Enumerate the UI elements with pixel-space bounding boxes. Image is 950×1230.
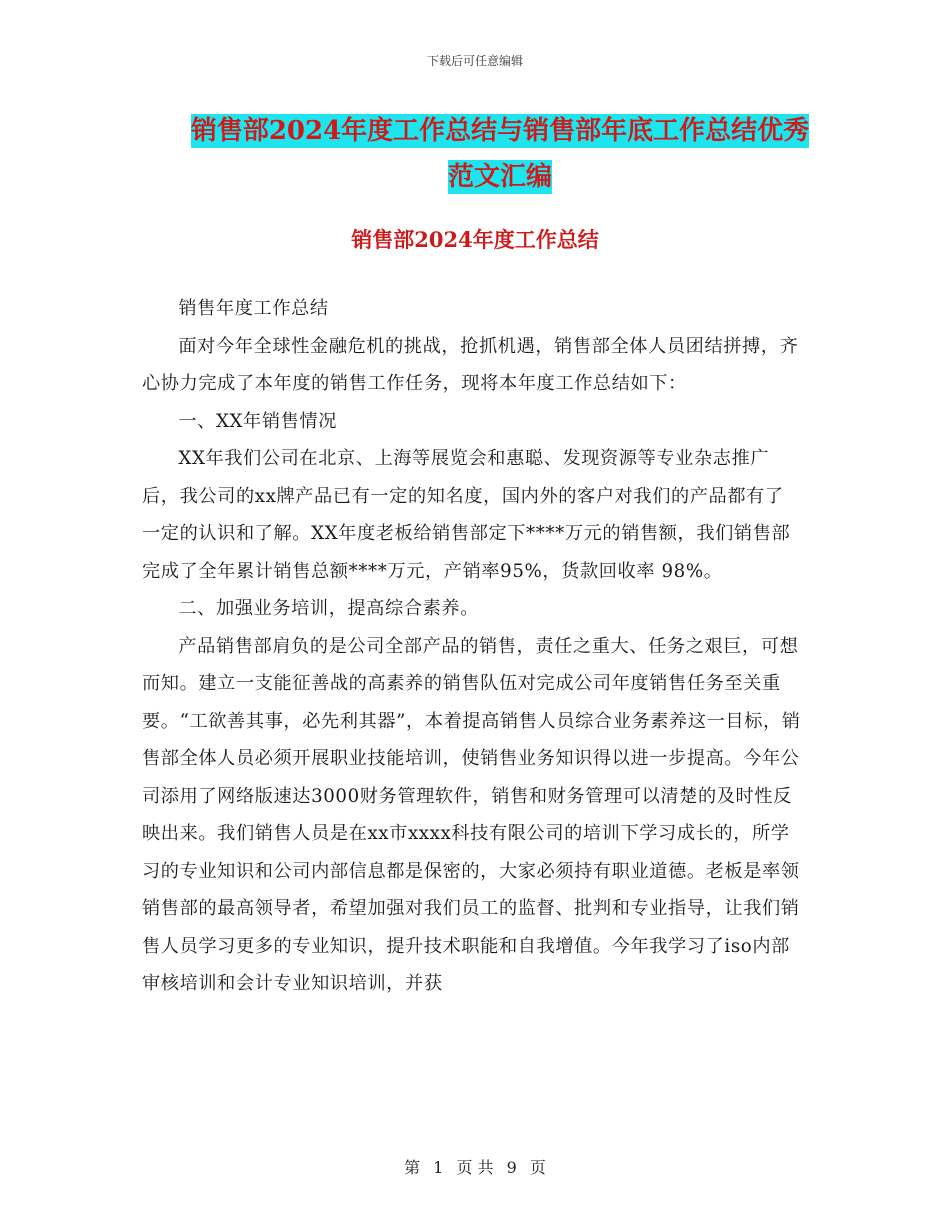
header-note: 下载后可任意编辑 [426, 54, 523, 68]
document-title [140, 108, 860, 200]
footer-suffix: 页 [529, 1158, 546, 1177]
footer-page-number: 1 [433, 1158, 444, 1177]
paragraph: 销售年度工作总结 [178, 298, 329, 319]
paragraph: 产品销售部肩负的是公司全部产品的销售，责任之重大、任务之艰巨，可想而知。建立一支能征善战的高素养的销售队伍对完成公司年度销售任务至关重要。“工欲善其事，必先利其器”，本着提高销售人员综合业务素养这一目标，销售部全体人员必须开展职业技能培训，使销售业务知识得以进一步提高。今年公司添用了网络版速达3000财务管理软件，销售和财务管理可以清楚的及时性反映出来。我们销售人员是在xx市xxxx科技有限公司的培训下学习成长的，所学习的专业知识和公司内部信息都是保密的，大家必须持有职业道德。老板是率领销售部的最高领导者，希望加强对我们员工的监督、批判和专业指导，让我们销售人员学习更多的专业知识，提升技术职能和自我增值。今年我学习了iso内部审核培训和会计专业知识培训，并获 [142, 635, 801, 994]
footer-total-pages: 9 [506, 1158, 517, 1177]
document-title-line-2: 范文汇编 [447, 162, 552, 192]
document-body [142, 290, 802, 1003]
footer-prefix: 第 [404, 1158, 421, 1177]
section-title: 销售部2024年度工作总结 [351, 227, 599, 252]
page-footer [0, 1155, 950, 1178]
document-title-line-1: 销售部2024年度工作总结与销售部年底工作总结优秀 [190, 116, 810, 146]
paragraph: 一、XX年销售情况 [178, 410, 337, 432]
paragraph: 面对今年全球性金融危机的挑战，抢抓机遇，销售部全体人员团结拼搏，齐心协力完成了本年度的销售工作任务，现将本年度工作总结如下： [142, 335, 799, 394]
paragraph: 二、加强业务培训，提高综合素养。 [178, 598, 479, 619]
footer-mid: 页 共 [456, 1158, 494, 1177]
paragraph: XX年我们公司在北京、上海等展览会和惠聪、发现资源等专业杂志推广后，我公司的xx牌产品已有一定的知名度，国内外的客户对我们的产品都有了一定的认识和了解。XX年度老板给销售部定下****万元的销售额，我们销售部完成了全年累计销售总额****万元，产销率95%，货款回收率 98%。 [142, 448, 791, 582]
